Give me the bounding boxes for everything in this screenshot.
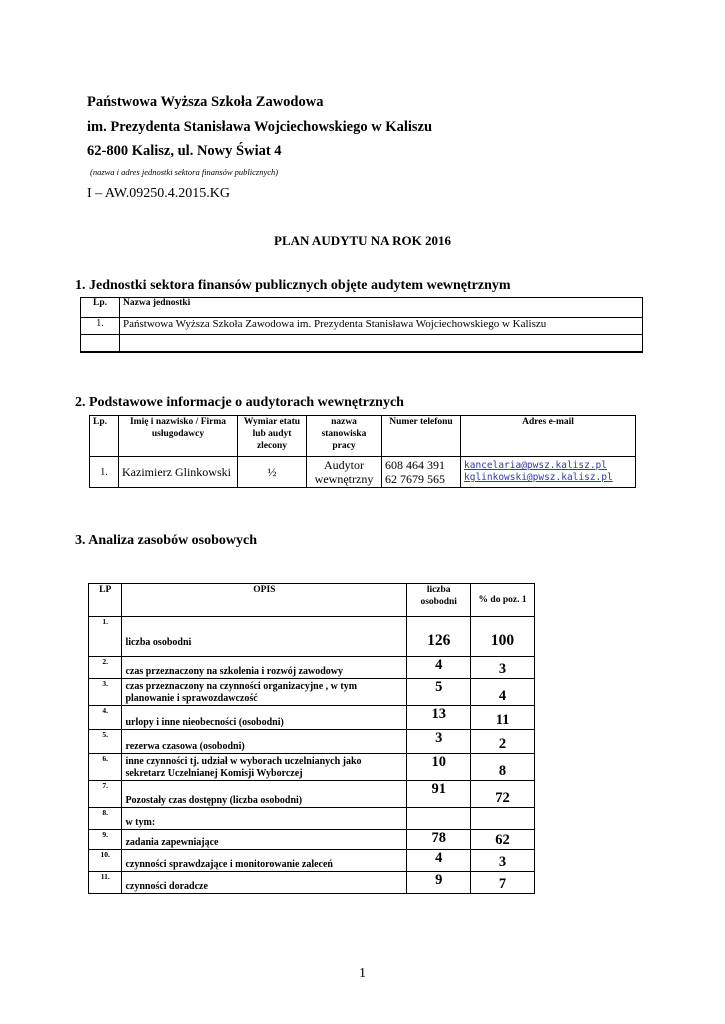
resources-cell-count: 126 bbox=[407, 617, 471, 657]
auditors-col-name: Imię i nazwisko / Firma usługodawcy bbox=[119, 416, 238, 457]
units-cell-lp: 1. bbox=[81, 318, 120, 335]
table-row bbox=[89, 850, 535, 872]
document-reference: I – AW.09250.4.2015.KG bbox=[87, 186, 231, 201]
resources-cell-count: 9 bbox=[407, 872, 471, 894]
institution-patron: im. Prezydenta Stanisława Wojciechowskiego w Kaliszu bbox=[87, 119, 433, 135]
resources-cell-desc: czynności doradcze bbox=[122, 872, 407, 894]
institution-address: 62-800 Kalisz, ul. Nowy Świat 4 bbox=[87, 143, 282, 159]
institution-note: (nazwa i adres jednostki sektora finansów publicznych) bbox=[90, 167, 279, 177]
resources-cell-desc: czynności sprawdzające i monitorowanie zaleceń bbox=[122, 850, 407, 872]
table-row bbox=[89, 679, 535, 706]
auditors-cell-lp: 1. bbox=[90, 457, 119, 488]
table-row bbox=[81, 335, 643, 353]
resources-cell-count: 4 bbox=[407, 657, 471, 679]
auditors-cell-fte: ½ bbox=[238, 457, 307, 488]
resources-cell-pct: 3 bbox=[471, 657, 535, 679]
table-row bbox=[89, 808, 535, 830]
resources-cell-count: 13 bbox=[407, 706, 471, 730]
auditors-col-position: nazwa stanowiska pracy bbox=[307, 416, 382, 457]
resources-cell-lp: 9. bbox=[89, 830, 122, 850]
units-col-name: Nazwa jednostki bbox=[120, 298, 643, 318]
resources-cell-desc: rezerwa czasowa (osobodni) bbox=[122, 730, 407, 754]
section2-title: 2. Podstawowe informacje o audytorach wewnętrznych bbox=[75, 395, 404, 410]
table-row bbox=[89, 830, 535, 850]
resources-cell-pct: 7 bbox=[471, 872, 535, 894]
position-line-2: wewnętrzny bbox=[314, 472, 374, 486]
table-row bbox=[89, 754, 535, 781]
auditors-cell-name: Kazimierz Glinkowski bbox=[119, 457, 238, 488]
resources-cell-pct bbox=[471, 808, 535, 830]
institution-name: Państwowa Wyższa Szkoła Zawodowa bbox=[87, 94, 324, 110]
table-row bbox=[89, 781, 535, 808]
resources-cell-desc: czas przeznaczony na czynności organizacyjne , w tym planowanie i sprawozdawczość bbox=[122, 679, 407, 706]
resources-col-lp: LP bbox=[89, 584, 122, 617]
units-cell-name: Państwowa Wyższa Szkoła Zawodowa im. Prezydenta Stanisława Wojciechowskiego w Kaliszu bbox=[120, 318, 643, 335]
units-cell-empty bbox=[120, 335, 643, 353]
table-row bbox=[89, 617, 535, 657]
resources-cell-pct: 72 bbox=[471, 781, 535, 808]
table-row bbox=[89, 730, 535, 754]
resources-cell-desc: liczba osobodni bbox=[122, 617, 407, 657]
resources-cell-count: 78 bbox=[407, 830, 471, 850]
resources-col-pct: % do poz. 1 bbox=[471, 584, 535, 617]
plan-title: PLAN AUDYTU NA ROK 2016 bbox=[274, 233, 451, 248]
resources-cell-lp: 7. bbox=[89, 781, 122, 808]
resources-cell-count: 3 bbox=[407, 730, 471, 754]
table-row bbox=[89, 657, 535, 679]
resources-cell-lp: 5. bbox=[89, 730, 122, 754]
position-line-1: Audytor bbox=[324, 458, 364, 472]
email-link-1[interactable]: kancelaria@pwsz.kalisz.pl bbox=[464, 460, 607, 471]
resources-cell-count bbox=[407, 808, 471, 830]
resources-col-desc: OPIS bbox=[122, 584, 407, 617]
table-row bbox=[81, 318, 643, 335]
auditors-col-email: Adres e-mail bbox=[461, 416, 636, 457]
resources-cell-lp: 6. bbox=[89, 754, 122, 781]
auditors-cell-position bbox=[307, 457, 382, 488]
resources-cell-count: 91 bbox=[407, 781, 471, 808]
resources-col-count: liczba osobodni bbox=[407, 584, 471, 617]
phone-line-2: 62 7679 565 bbox=[385, 472, 445, 486]
resources-cell-lp: 11. bbox=[89, 872, 122, 894]
resources-cell-desc: urlopy i inne nieobecności (osobodni) bbox=[122, 706, 407, 730]
page-number: 1 bbox=[359, 966, 366, 981]
table-row bbox=[89, 872, 535, 894]
units-col-lp: Lp. bbox=[81, 298, 120, 318]
resources-cell-pct: 4 bbox=[471, 679, 535, 706]
resources-cell-lp: 2. bbox=[89, 657, 122, 679]
auditors-cell-phone bbox=[382, 457, 461, 488]
phone-line-1: 608 464 391 bbox=[385, 458, 445, 472]
resources-cell-pct: 8 bbox=[471, 754, 535, 781]
table-row bbox=[90, 457, 636, 488]
resources-table bbox=[88, 583, 535, 894]
auditors-table bbox=[89, 415, 636, 488]
resources-cell-desc: czas przeznaczony na szkolenia i rozwój zawodowy bbox=[122, 657, 407, 679]
resources-cell-lp: 10. bbox=[89, 850, 122, 872]
auditors-col-lp: Lp. bbox=[90, 416, 119, 457]
units-table bbox=[80, 297, 643, 353]
resources-cell-desc: w tym: bbox=[122, 808, 407, 830]
resources-cell-lp: 4. bbox=[89, 706, 122, 730]
auditors-col-fte: Wymiar etatu lub audyt zlecony bbox=[238, 416, 307, 457]
resources-cell-desc: inne czynności tj. udział w wyborach uczelnianych jako sekretarz Uczelnianej Komisji Wyborczej bbox=[122, 754, 407, 781]
resources-cell-lp: 8. bbox=[89, 808, 122, 830]
table-row bbox=[89, 706, 535, 730]
resources-cell-count: 5 bbox=[407, 679, 471, 706]
resources-cell-count: 10 bbox=[407, 754, 471, 781]
auditors-col-phone: Numer telefonu bbox=[382, 416, 461, 457]
section3-title: 3. Analiza zasobów osobowych bbox=[75, 533, 258, 548]
resources-cell-pct: 62 bbox=[471, 830, 535, 850]
section1-title: 1. Jednostki sektora finansów publicznych objęte audytem wewnętrznym bbox=[75, 278, 511, 293]
auditors-cell-email bbox=[461, 457, 636, 488]
email-link-2[interactable]: kglinkowski@pwsz.kalisz.pl bbox=[464, 472, 613, 483]
resources-cell-lp: 3. bbox=[89, 679, 122, 706]
resources-cell-pct: 2 bbox=[471, 730, 535, 754]
resources-cell-pct: 11 bbox=[471, 706, 535, 730]
resources-cell-pct: 3 bbox=[471, 850, 535, 872]
units-cell-empty bbox=[81, 335, 120, 353]
resources-cell-desc: Pozostały czas dostępny (liczba osobodni) bbox=[122, 781, 407, 808]
resources-cell-lp: 1. bbox=[89, 617, 122, 657]
resources-cell-count: 4 bbox=[407, 850, 471, 872]
resources-cell-pct: 100 bbox=[471, 617, 535, 657]
resources-cell-desc: zadania zapewniające bbox=[122, 830, 407, 850]
